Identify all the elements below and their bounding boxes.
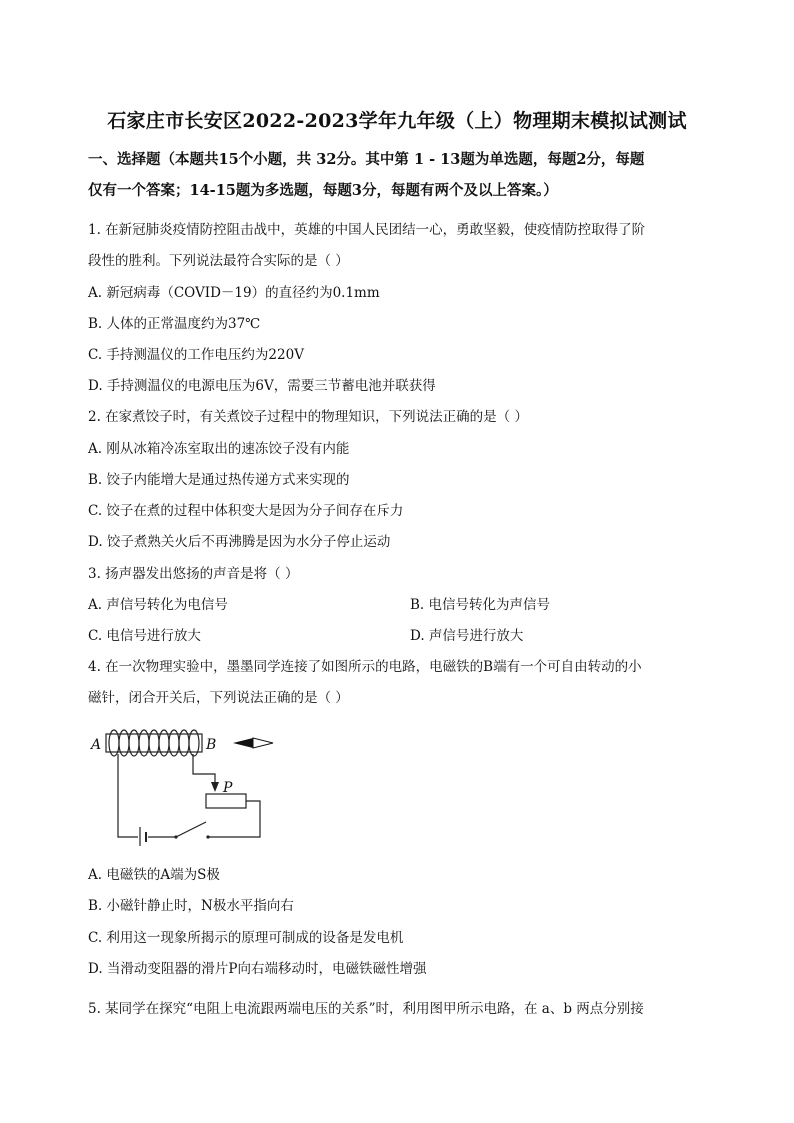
question-4-option-a: A. 电磁铁的A端为S极: [88, 867, 220, 883]
question-3-option-d: D. 声信号进行放大: [410, 628, 524, 644]
question-3-option-b: B. 电信号转化为声信号: [410, 597, 551, 613]
section-heading-line-2: 仅有一个答案；14-15题为多选题，每题3分，每题有两个及以上答案。）: [88, 182, 558, 199]
question-4-option-c: C. 利用这一现象所揭示的原理可制成的设备是发电机: [88, 930, 404, 946]
question-2-option-b: B. 饺子内能增大是通过热传递方式来实现的: [88, 472, 350, 488]
switch-contact: [206, 835, 209, 838]
rheostat: [206, 794, 246, 808]
question-1-option-c: C. 手持测温仪的工作电压约为220V: [88, 347, 304, 363]
question-1-stem-line-1: 1. 在新冠肺炎疫情防控阻击战中，英雄的中国人民团结一心，勇敢坚毅，使疫情防控取得了阶: [88, 222, 646, 238]
question-1-option-a: A. 新冠病毒（COVID－19）的直径约为0.1mm: [88, 285, 380, 301]
question-1-stem-line-2: 段性的胜利。下列说法最符合实际的是（ ）: [88, 253, 349, 269]
question-3-option-c: C. 电信号进行放大: [88, 628, 201, 644]
question-4-option-b: B. 小磁针静止时，N极水平指向右: [88, 898, 294, 914]
question-2-option-a: A. 刚从冰箱冷冻室取出的速冻饺子没有内能: [88, 441, 350, 457]
question-3-option-a: A. 声信号转化为电信号: [88, 597, 228, 613]
question-2-option-c: C. 饺子在煮的过程中体积变大是因为分子间存在斥力: [88, 503, 404, 519]
label-b: B: [206, 737, 217, 753]
question-2-option-d: D. 饺子煮熟关火后不再沸腾是因为水分子停止运动: [88, 534, 391, 550]
electromagnet-circuit-diagram: [88, 722, 288, 846]
question-4-stem-line-1: 4. 在一次物理实验中，墨墨同学连接了如图所示的电路，电磁铁的B端有一个可自由转动的小: [88, 659, 642, 675]
compass-needle-dark: [233, 738, 253, 748]
question-2-stem: 2. 在家煮饺子时，有关煮饺子过程中的物理知识，下列说法正确的是（ ）: [88, 409, 528, 425]
question-3-stem: 3. 扬声器发出悠扬的声音是将（ ）: [88, 566, 299, 582]
section-heading-line-1: 一、选择题（本题共15个小题，共 32分。其中第 1 - 13题为单选题，每题2分，每题: [88, 151, 645, 168]
question-1-option-b: B. 人体的正常温度约为37℃: [88, 316, 261, 332]
switch-contact: [174, 835, 177, 838]
label-p: P: [223, 780, 233, 796]
electromagnet-core: [106, 734, 202, 752]
question-4-stem-line-2: 磁针，闭合开关后，下列说法正确的是（ ）: [88, 690, 349, 706]
question-5-stem-line-1: 5. 某同学在探究“电阻上电流跟两端电压的关系”时，利用图甲所示电路，在 a、b 两点分别接: [88, 1001, 644, 1017]
page-title: 石家庄市长安区2022-2023学年九年级（上）物理期末模拟试测试: [107, 110, 687, 132]
slider-arrow-icon: [211, 782, 219, 792]
question-4-option-d: D. 当滑动变阻器的滑片P向右端移动时，电磁铁磁性增强: [88, 961, 427, 977]
label-a: A: [91, 737, 102, 753]
question-1-option-d: D. 手持测温仪的电源电压为6V，需要三节蓄电池并联获得: [88, 378, 436, 394]
compass-needle-light: [253, 738, 273, 748]
